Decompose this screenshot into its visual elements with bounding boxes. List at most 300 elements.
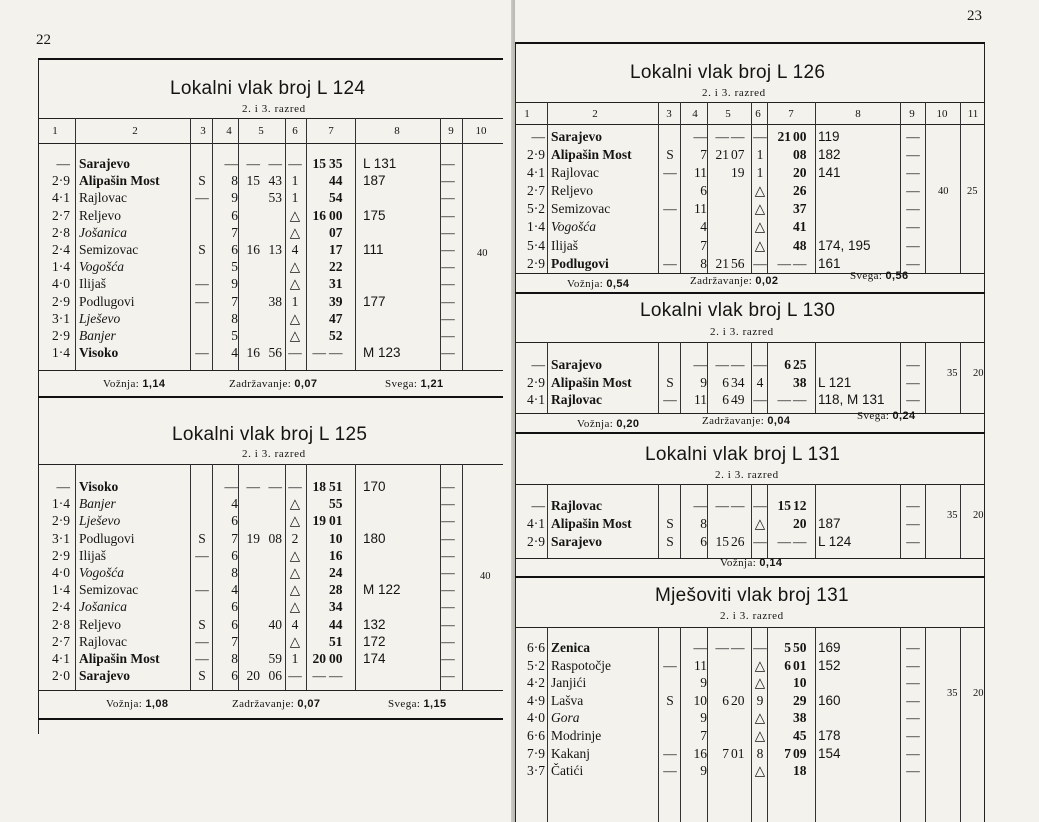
- station-name: Vogošća: [79, 259, 124, 275]
- cell-h: [308, 241, 326, 258]
- cell-d: 11: [694, 165, 707, 181]
- cell-a1: [709, 727, 729, 745]
- cell-a2: [262, 598, 282, 615]
- cell-a1: 16: [246, 345, 260, 361]
- column-a1: [240, 478, 260, 684]
- column-a2: [731, 356, 751, 409]
- cell-d: 8: [700, 255, 707, 271]
- station-name: Banjer: [79, 496, 116, 512]
- cell-a1: [240, 581, 260, 598]
- column-rule: [212, 118, 213, 370]
- cell-a1: 6: [722, 692, 729, 708]
- cell-conn: 141: [818, 165, 841, 181]
- cell-h: 21: [777, 129, 791, 144]
- summary-l130-sv: [857, 410, 916, 422]
- cell-x: —: [906, 147, 920, 163]
- cell-d: 9: [700, 710, 707, 726]
- cell-f: △: [754, 201, 766, 217]
- cell-a2: 34: [731, 374, 745, 390]
- cell-km: 4·0: [52, 276, 70, 292]
- cell-km: —: [531, 357, 545, 372]
- cell-conn: 180: [363, 530, 386, 546]
- cell-x: —: [441, 328, 455, 344]
- column-rule: [212, 464, 213, 690]
- column-rule: [190, 464, 191, 690]
- cell-a2: 26: [731, 534, 745, 549]
- cell-h: 15: [777, 498, 791, 513]
- column-rule: [355, 464, 356, 690]
- station-name: Rajlovac: [79, 190, 127, 206]
- column-conn: [818, 639, 904, 780]
- column-s: [663, 128, 677, 273]
- column-rule: [680, 102, 681, 273]
- cell-s: —: [195, 293, 209, 309]
- column-a2: [731, 497, 751, 551]
- cell-km: 1·4: [52, 496, 70, 512]
- cell-h: —: [312, 668, 326, 684]
- cell-s: —: [663, 657, 677, 673]
- cell-d: 8: [231, 565, 238, 581]
- cell-f: △: [754, 710, 766, 726]
- cell-a2: [731, 762, 751, 780]
- cell-d: 9: [700, 675, 707, 691]
- zadrzavanje-label: Zadržavanje:: [690, 275, 753, 287]
- column-km: [40, 478, 70, 684]
- column-rule: [707, 484, 708, 558]
- column-header: 11: [967, 108, 979, 120]
- cell-d: 11: [694, 392, 707, 407]
- cell-conn: 172: [363, 633, 386, 649]
- cell-a1: [709, 709, 729, 727]
- cell-s: S: [666, 692, 674, 708]
- cell-a1: [240, 650, 260, 667]
- cell-a1: [240, 207, 260, 224]
- cell-f: —: [753, 640, 767, 655]
- cell-f: △: [289, 224, 301, 240]
- column-x: [438, 478, 458, 684]
- cell-m: 51: [329, 479, 343, 494]
- train-title-l130: Lokalni vlak broj L 130: [640, 300, 836, 321]
- summary-l131: [720, 557, 782, 569]
- side-value: 40: [938, 186, 949, 197]
- cell-km: —: [56, 479, 70, 494]
- cell-s: [195, 495, 209, 512]
- cell-a1: [240, 495, 260, 512]
- column-header: 1: [52, 125, 58, 137]
- station-name: Kakanj: [551, 745, 590, 761]
- cell-h: 6: [784, 657, 791, 673]
- column-station: [551, 356, 656, 409]
- column-rule: [285, 464, 286, 690]
- column-a1: [240, 155, 260, 361]
- cell-x: —: [441, 496, 455, 512]
- cell-a1: [240, 310, 260, 327]
- cell-km: 2·7: [527, 183, 545, 199]
- cell-m: 12: [793, 498, 807, 513]
- station-name: Reljevo: [79, 616, 121, 632]
- cell-conn: [363, 310, 438, 327]
- station-name: Reljevo: [79, 207, 121, 223]
- cell-x: —: [441, 293, 455, 309]
- cell-a2: [262, 581, 282, 598]
- cell-m: 38: [793, 710, 807, 726]
- cell-a1: [240, 564, 260, 581]
- cell-x: —: [906, 129, 920, 144]
- cell-a2: [262, 258, 282, 275]
- zadrzavanje-label: Zadržavanje:: [702, 415, 765, 427]
- column-d: [683, 497, 707, 551]
- cell-d: 6: [231, 513, 238, 529]
- cell-a1: 19: [246, 530, 260, 546]
- class-note-l130: 2. i 3. razred: [710, 326, 774, 338]
- rule: [515, 273, 985, 274]
- cell-f: △: [289, 513, 301, 529]
- cell-a1: [240, 616, 260, 633]
- station-name: Visoko: [79, 479, 119, 494]
- cell-conn: [363, 189, 438, 206]
- cell-a1: [709, 237, 729, 255]
- cell-m: 09: [793, 745, 807, 761]
- cell-s: [663, 356, 677, 374]
- column-rule: [960, 342, 961, 413]
- cell-x: —: [906, 498, 920, 513]
- cell-conn: 187: [818, 516, 841, 531]
- cell-h: [308, 598, 326, 615]
- cell-x: —: [441, 242, 455, 258]
- station-name: Podlugovi: [79, 293, 135, 309]
- rule: [38, 690, 503, 691]
- cell-s: —: [195, 651, 209, 667]
- rule: [38, 396, 503, 398]
- cell-a1: —: [715, 129, 729, 144]
- cell-f: △: [754, 657, 766, 673]
- cell-s: S: [198, 668, 206, 684]
- cell-conn: [363, 512, 438, 529]
- cell-km: 7·9: [527, 745, 545, 761]
- station-name: Zenica: [551, 640, 590, 655]
- column-f: [287, 478, 303, 684]
- zadrzavanje-value: 0,07: [294, 378, 318, 390]
- column-rule: [547, 484, 548, 558]
- column-header: 5: [258, 125, 264, 137]
- cell-d: 11: [694, 657, 707, 673]
- cell-d: 8: [231, 173, 238, 189]
- station-name: Podlugovi: [79, 530, 135, 546]
- cell-x: —: [441, 616, 455, 632]
- cell-s: S: [666, 534, 674, 549]
- cell-d: 7: [231, 530, 238, 546]
- cell-km: 2·9: [527, 255, 545, 271]
- column-rule: [658, 484, 659, 558]
- station-name: Lašva: [551, 692, 584, 708]
- column-h: [308, 155, 326, 361]
- cell-conn: [363, 667, 438, 684]
- cell-f: 1: [756, 147, 764, 163]
- cell-h: [769, 374, 791, 392]
- cell-a2: [731, 237, 751, 255]
- side-value: 40: [480, 571, 491, 582]
- voznja-label: Vožnja:: [103, 378, 140, 390]
- cell-x: —: [906, 640, 920, 655]
- cell-a2: —: [731, 129, 745, 144]
- cell-x: —: [906, 357, 920, 372]
- cell-h: 19: [312, 513, 326, 529]
- station-name: Podlugovi: [551, 255, 609, 271]
- column-a2: [731, 128, 751, 273]
- cell-conn: [818, 182, 904, 200]
- rule: [38, 370, 503, 371]
- column-f: [753, 639, 767, 780]
- column-x: [903, 639, 923, 780]
- column-rule: [751, 342, 752, 413]
- side-value: 20: [973, 688, 984, 699]
- column-header: 6: [755, 108, 761, 120]
- cell-d: 6: [700, 183, 707, 199]
- rule: [38, 464, 503, 465]
- station-name: Rajlovac: [551, 392, 602, 407]
- cell-a2: 20: [731, 692, 745, 708]
- cell-f: △: [289, 633, 301, 649]
- rule: [515, 124, 985, 125]
- cell-f: —: [753, 392, 767, 407]
- station-name: Gora: [551, 710, 580, 726]
- cell-km: 2·9: [527, 374, 545, 390]
- cell-d: 9: [231, 276, 238, 292]
- top-rule: [38, 58, 503, 60]
- cell-f: △: [289, 565, 301, 581]
- cell-h: [769, 182, 791, 200]
- column-m: [329, 478, 349, 684]
- cell-m: 00: [329, 207, 343, 223]
- cell-conn: [818, 218, 904, 236]
- cell-km: 2·4: [52, 599, 70, 615]
- cell-x: —: [906, 657, 920, 673]
- side-value: 20: [973, 368, 984, 379]
- rule: [515, 102, 985, 103]
- cell-m: 00: [329, 651, 343, 667]
- cell-d: —: [693, 357, 707, 372]
- column-rule: [306, 118, 307, 370]
- cell-d: 5: [231, 259, 238, 275]
- cell-conn: 119: [818, 129, 840, 144]
- cell-km: 5·2: [527, 657, 545, 673]
- cell-a2: —: [268, 156, 282, 171]
- column-s: [663, 497, 677, 551]
- cell-h: [308, 258, 326, 275]
- cell-m: 34: [329, 599, 343, 615]
- cell-x: —: [906, 692, 920, 708]
- station-name: Banjer: [79, 328, 116, 344]
- cell-f: △: [754, 763, 766, 779]
- column-station: [551, 497, 656, 551]
- cell-d: —: [224, 479, 238, 494]
- cell-conn: 175: [363, 207, 386, 223]
- cell-f: —: [753, 534, 767, 549]
- cell-m: 24: [329, 565, 343, 581]
- cell-s: —: [663, 745, 677, 761]
- cell-s: [195, 258, 209, 275]
- cell-a2: 19: [731, 165, 745, 181]
- cell-s: S: [198, 242, 206, 258]
- cell-km: 4·1: [52, 651, 70, 667]
- column-km: [40, 155, 70, 361]
- cell-x: —: [906, 745, 920, 761]
- cell-h: 16: [312, 207, 326, 223]
- rule: [515, 432, 985, 434]
- cell-a1: [709, 218, 729, 236]
- column-conn: [363, 155, 438, 361]
- column-x: [903, 356, 923, 409]
- station-name: Jošanica: [79, 224, 127, 240]
- column-rule: [680, 484, 681, 558]
- cell-km: 2·7: [52, 633, 70, 649]
- cell-m: 16: [329, 547, 343, 563]
- station-name: Reljevo: [551, 183, 593, 199]
- cell-km: 1·4: [527, 219, 545, 235]
- svega-value: 0,24: [892, 410, 916, 422]
- column-header: 7: [788, 108, 794, 120]
- cell-x: —: [441, 582, 455, 598]
- side-value: 35: [947, 368, 958, 379]
- side-value: 40: [477, 248, 488, 259]
- side-value: 35: [947, 688, 958, 699]
- cell-a1: [240, 224, 260, 241]
- cell-s: —: [195, 345, 209, 361]
- cell-m: 41: [793, 219, 807, 235]
- cell-f: △: [289, 276, 301, 292]
- cell-conn: [363, 224, 438, 241]
- cell-conn: 111: [363, 242, 384, 258]
- column-header: 4: [226, 125, 232, 137]
- cell-conn: 178: [818, 727, 841, 743]
- column-f: [753, 356, 767, 409]
- cell-km: 5·2: [527, 201, 545, 217]
- rule: [515, 627, 985, 628]
- column-km: [515, 639, 545, 780]
- cell-a1: 20: [246, 668, 260, 684]
- cell-a1: —: [715, 640, 729, 655]
- class-note-l131: 2. i 3. razred: [715, 469, 779, 481]
- column-rule: [707, 627, 708, 822]
- cell-f: 4: [291, 242, 299, 258]
- column-h: [308, 478, 326, 684]
- column-d: [683, 639, 707, 780]
- header-rule: [38, 118, 503, 119]
- column-rule: [767, 342, 768, 413]
- cell-a1: [240, 275, 260, 292]
- column-station: [551, 639, 656, 780]
- cell-a2: 13: [268, 242, 282, 258]
- cell-s: S: [198, 530, 206, 546]
- svega-label: Svega:: [850, 270, 883, 282]
- cell-a1: [240, 189, 260, 206]
- cell-conn: [818, 762, 904, 780]
- cell-x: —: [441, 530, 455, 546]
- column-s: [663, 639, 677, 780]
- cell-km: 6·6: [527, 640, 545, 655]
- cell-s: [663, 182, 677, 200]
- cell-km: —: [531, 129, 545, 144]
- cell-km: 2·8: [52, 616, 70, 632]
- cell-d: 7: [231, 224, 238, 240]
- cell-m: 51: [329, 633, 343, 649]
- cell-h: 7: [784, 745, 791, 761]
- summary-l125-sv: [388, 698, 447, 710]
- station-name: Semizovac: [79, 242, 139, 258]
- summary-l130: [577, 418, 639, 430]
- column-header: 10: [936, 108, 948, 120]
- cell-s: [195, 478, 209, 495]
- station-name: Rajlovac: [551, 498, 602, 513]
- cell-a1: 21: [715, 255, 729, 271]
- cell-km: 2·9: [52, 293, 70, 309]
- column-header: 3: [666, 108, 672, 120]
- cell-km: 1·4: [52, 582, 70, 598]
- cell-a2: 56: [731, 255, 745, 271]
- column-rule: [355, 118, 356, 370]
- column-rule: [680, 627, 681, 822]
- cell-h: [769, 515, 791, 533]
- column-m: [793, 497, 813, 551]
- zadrzavanje-label: Zadržavanje:: [232, 698, 295, 710]
- cell-a1: 6: [722, 374, 729, 390]
- cell-f: 1: [291, 293, 299, 309]
- column-header: 9: [909, 108, 915, 120]
- cell-x: —: [906, 237, 920, 253]
- cell-conn: [363, 547, 438, 564]
- cell-a2: [262, 512, 282, 529]
- rule: [515, 342, 985, 343]
- cell-x: —: [441, 345, 455, 361]
- column-header: 2: [132, 125, 138, 137]
- cell-conn: [818, 709, 904, 727]
- cell-a1: —: [715, 357, 729, 372]
- cell-km: 6·6: [527, 727, 545, 743]
- station-name: Ilijaš: [79, 276, 106, 292]
- voznja-value: 1,14: [142, 378, 166, 390]
- column-rule: [547, 342, 548, 413]
- cell-m: 35: [329, 156, 343, 171]
- cell-d: 6: [231, 207, 238, 223]
- cell-m: 31: [329, 276, 343, 292]
- cell-km: 4·1: [527, 516, 545, 531]
- cell-f: —: [288, 479, 302, 494]
- zadrzavanje-value: 0,07: [297, 698, 321, 710]
- cell-h: —: [777, 392, 791, 407]
- cell-d: 4: [231, 345, 238, 361]
- column-x: [903, 128, 923, 273]
- summary-l124-sv: [385, 378, 444, 390]
- cell-a2: [731, 200, 751, 218]
- column-rule: [190, 118, 191, 370]
- cell-a2: [731, 657, 751, 675]
- cell-a1: 21: [715, 147, 729, 163]
- cell-a1: [240, 258, 260, 275]
- column-header: 10: [475, 125, 487, 137]
- cell-s: —: [663, 201, 677, 217]
- cell-m: 18: [793, 763, 807, 779]
- header-bottom-rule: [38, 143, 503, 144]
- cell-s: [663, 727, 677, 745]
- cell-conn: M 122: [363, 582, 401, 598]
- summary-l130-za: [702, 415, 790, 427]
- cell-a2: [731, 709, 751, 727]
- station-name: Vogošća: [79, 565, 124, 581]
- cell-km: 2·9: [52, 513, 70, 529]
- cell-f: 4: [291, 616, 299, 632]
- column-conn: [818, 356, 904, 409]
- cell-a1: [240, 633, 260, 650]
